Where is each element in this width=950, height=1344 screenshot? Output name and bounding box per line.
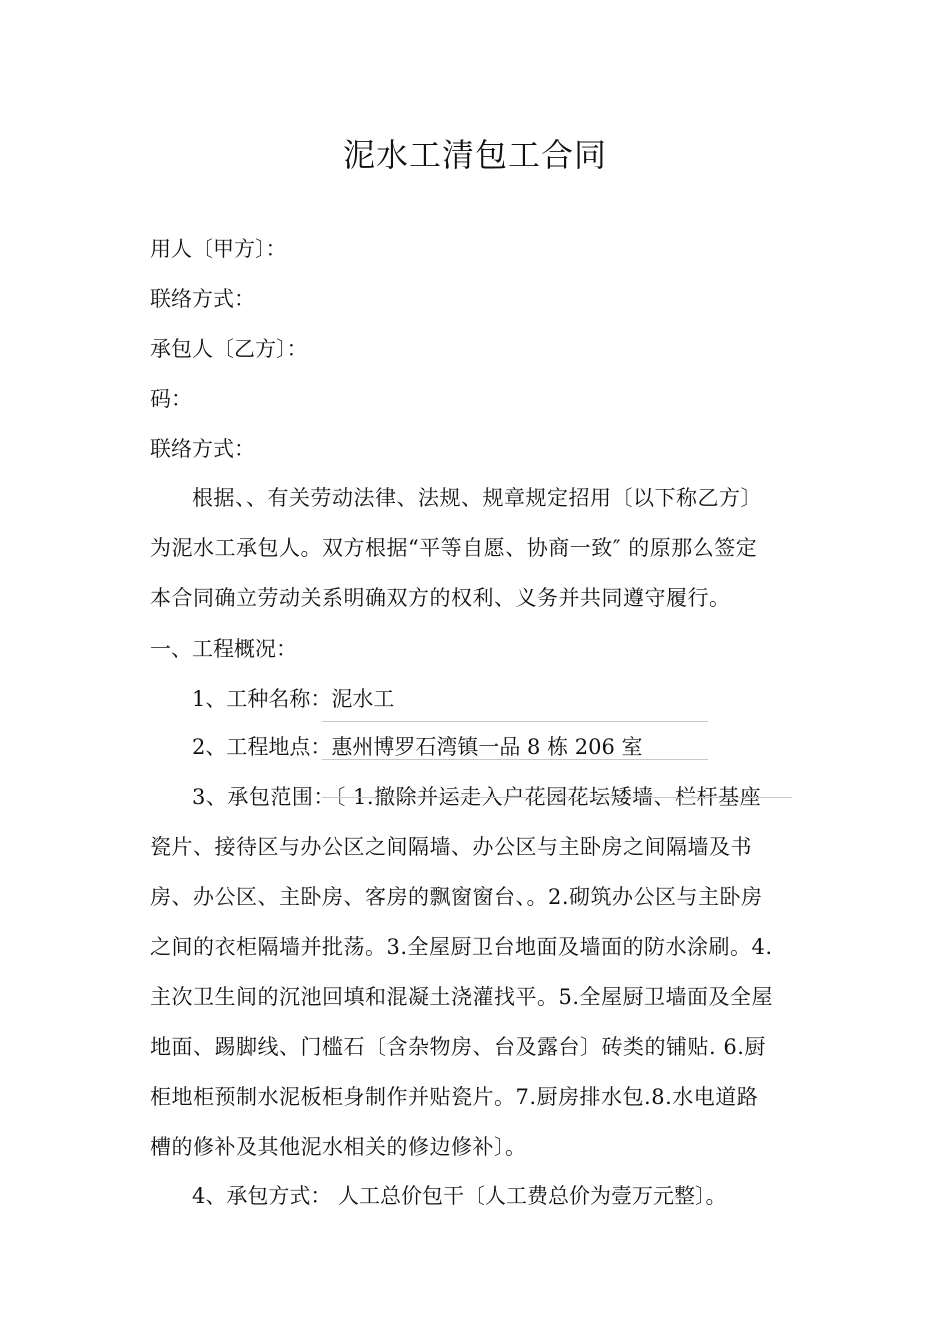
- item-contract-method: 4、承包方式： 人工总价包干〔人工费总价为壹万元整〕。: [192, 1184, 727, 1208]
- section-1-heading: 一、工程概况：: [150, 637, 297, 661]
- intro-paragraph: [150, 473, 800, 623]
- intro-line: 根据、、有关劳动法律、法规、规章规定招用〔以下称乙方〕: [192, 486, 762, 510]
- code-field: 码：: [150, 387, 192, 411]
- scope-line: 3、承包范围：〔 1.撤除并运走入户花园花坛矮墙、栏杆基座: [192, 785, 762, 809]
- contact-field-1: 联络方式：: [150, 287, 255, 311]
- item-work-type: 1、工种名称：泥水工: [192, 687, 395, 711]
- scope-line: 地面、踢脚线、门槛石〔含杂物房、台及露台〕砖类的铺贴. 6.厨: [150, 1035, 766, 1059]
- item-work-location: 2、工程地点：惠州博罗石湾镇一品 8 栋 206 室: [192, 735, 643, 759]
- employer-field: 用人〔甲方〕：: [150, 237, 287, 261]
- scope-line: 房、办公区、主卧房、客房的飘窗窗台、。2.砌筑办公区与主卧房: [150, 885, 763, 909]
- contact-field-2: 联络方式：: [150, 437, 255, 461]
- intro-line: 本合同确立劳动关系明确双方的权利、义务并共同遵守履行。: [150, 586, 731, 610]
- item-contract-scope: [150, 772, 800, 1172]
- scope-line: 柜地柜预制水泥板柜身制作并贴瓷片。7.厨房排水包.8.水电道路: [150, 1085, 759, 1109]
- scope-line: 槽的修补及其他泥水相关的修边修补〕。: [150, 1135, 527, 1159]
- contractor-field: 承包人〔乙方〕：: [150, 337, 308, 361]
- underline: [322, 721, 708, 722]
- scope-line: 之间的衣柜隔墙并批荡。3.全屋厨卫台地面及墙面的防水涂刷。4.: [150, 935, 773, 959]
- intro-line: 为泥水工承包人。双方根据“平等自愿、协商一致″ 的原那么签定: [150, 536, 758, 560]
- underline: [322, 759, 708, 760]
- scope-line: 瓷片、接待区与办公区之间隔墙、办公区与主卧房之间隔墙及书: [150, 835, 752, 859]
- scope-line: 主次卫生间的沉池回填和混凝土浇灌找平。5.全屋厨卫墙面及全屋: [150, 985, 774, 1009]
- underline: [322, 797, 792, 798]
- document-title: 泥水工清包工合同: [342, 136, 607, 174]
